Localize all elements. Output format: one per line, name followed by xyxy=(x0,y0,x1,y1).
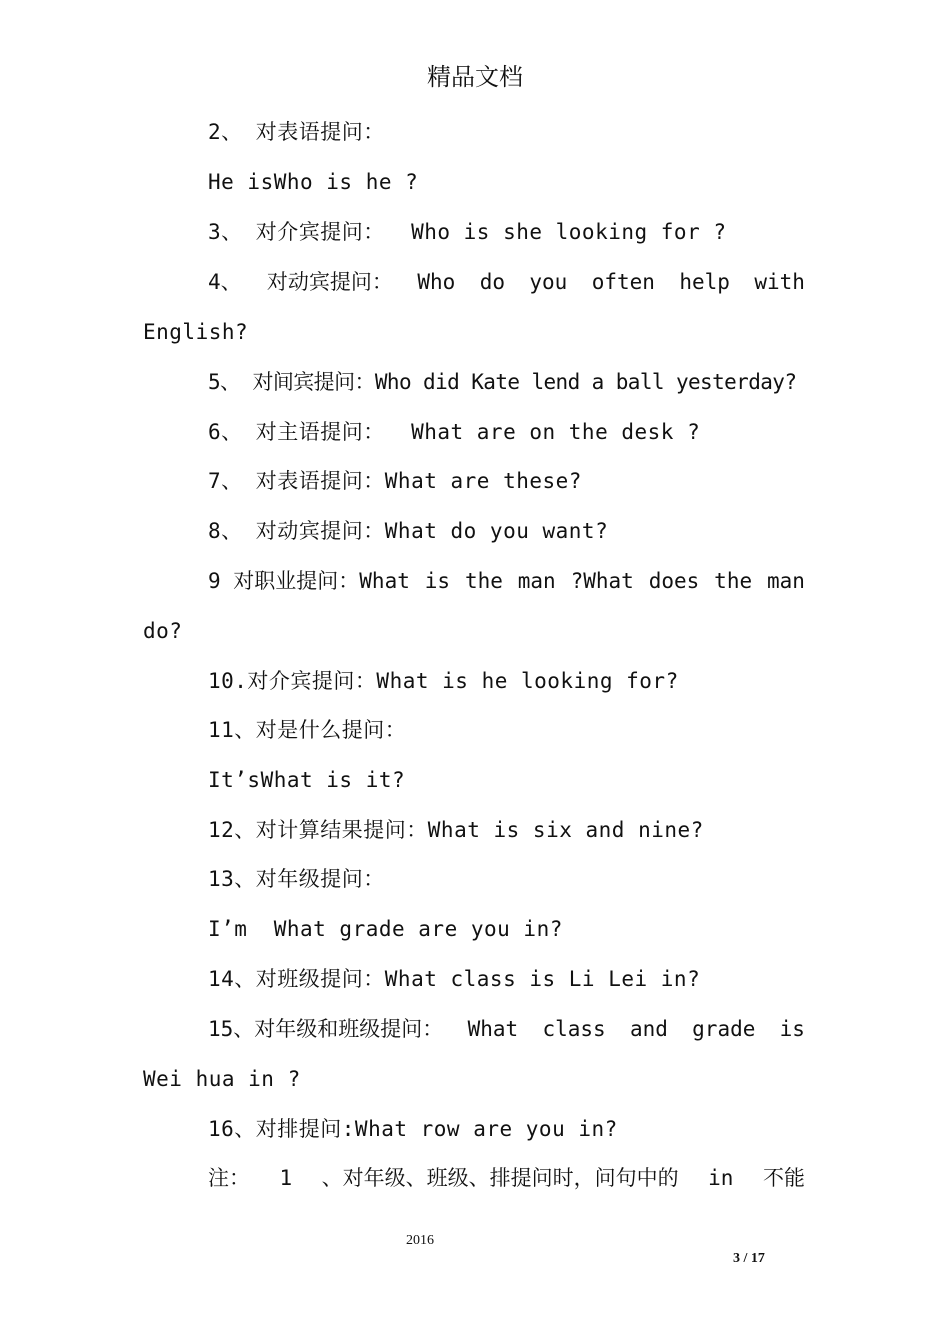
word: in xyxy=(708,1166,734,1190)
word: ?What xyxy=(570,569,634,593)
text-line-18: 16、对排提问:What row are you in? xyxy=(208,1117,618,1141)
text-line-14: 13、对年级提问： xyxy=(208,867,385,891)
word: 、对年级、班级、排提问时，问句中的 xyxy=(321,1166,679,1190)
page-header-title: 精品文档 xyxy=(427,63,523,91)
text-line-17 xyxy=(208,1014,805,1044)
word: 9 对职业提问：What xyxy=(208,569,410,593)
word: help xyxy=(679,270,730,294)
text-line-11: 11、对是什么提问： xyxy=(208,718,407,742)
word: is xyxy=(779,1017,805,1041)
text-line-5: 5、 对间宾提问：Who did Kate lend a ball yesterday? xyxy=(208,370,797,394)
word: you xyxy=(529,270,568,294)
footer-year: 2016 xyxy=(406,1233,434,1248)
text-line-7: 7、 对表语提问：What are these? xyxy=(208,469,582,493)
word: What xyxy=(467,1017,519,1041)
text-line-8: 8、 对动宾提问：What do you want? xyxy=(208,519,609,543)
text-line-13: 12、对计算结果提问：What is six and nine? xyxy=(208,818,704,842)
word: 注： xyxy=(208,1166,250,1190)
text-line-19 xyxy=(208,1163,805,1193)
word: Who xyxy=(417,270,456,294)
word: 15、对年级和班级提问： xyxy=(208,1017,444,1041)
word: does xyxy=(648,569,700,593)
word: do xyxy=(479,270,505,294)
text-line-12: It’sWhat is it? xyxy=(208,768,406,792)
word: the xyxy=(464,569,503,593)
word: 不能 xyxy=(762,1166,805,1190)
text-line-9 xyxy=(208,566,805,596)
text-line-6: 6、 对主语提问： What are on the desk ? xyxy=(208,420,701,444)
word: 1 xyxy=(279,1166,293,1190)
word: man xyxy=(767,569,805,593)
text-line-16: 14、对班级提问：What class is Li Lei in? xyxy=(208,967,701,991)
word: is xyxy=(424,569,451,593)
text-line-3: 3、 对介宾提问： Who is she looking for ? xyxy=(208,220,727,244)
word: grade xyxy=(692,1017,756,1041)
page-number: 3 / 17 xyxy=(733,1251,765,1266)
word: and xyxy=(629,1017,668,1041)
text-line-1: 2、 对表语提问： xyxy=(208,120,385,144)
text-line-15: I’m What grade are you in? xyxy=(208,917,563,941)
text-line-9-continued: do? xyxy=(143,619,183,643)
word: often xyxy=(591,270,655,294)
text-line-2: He isWho is he ? xyxy=(208,170,419,194)
word: with xyxy=(754,270,805,294)
word: the xyxy=(714,569,753,593)
word: man xyxy=(517,569,556,593)
text-line-4 xyxy=(208,267,805,297)
word: 4、 对动宾提问： xyxy=(208,270,393,294)
text-line-4-continued: English? xyxy=(143,320,249,344)
text-line-10: 10.对介宾提问：What is he looking for? xyxy=(208,669,679,693)
word: class xyxy=(542,1017,606,1041)
text-line-17-continued: Wei hua in ? xyxy=(143,1067,301,1091)
